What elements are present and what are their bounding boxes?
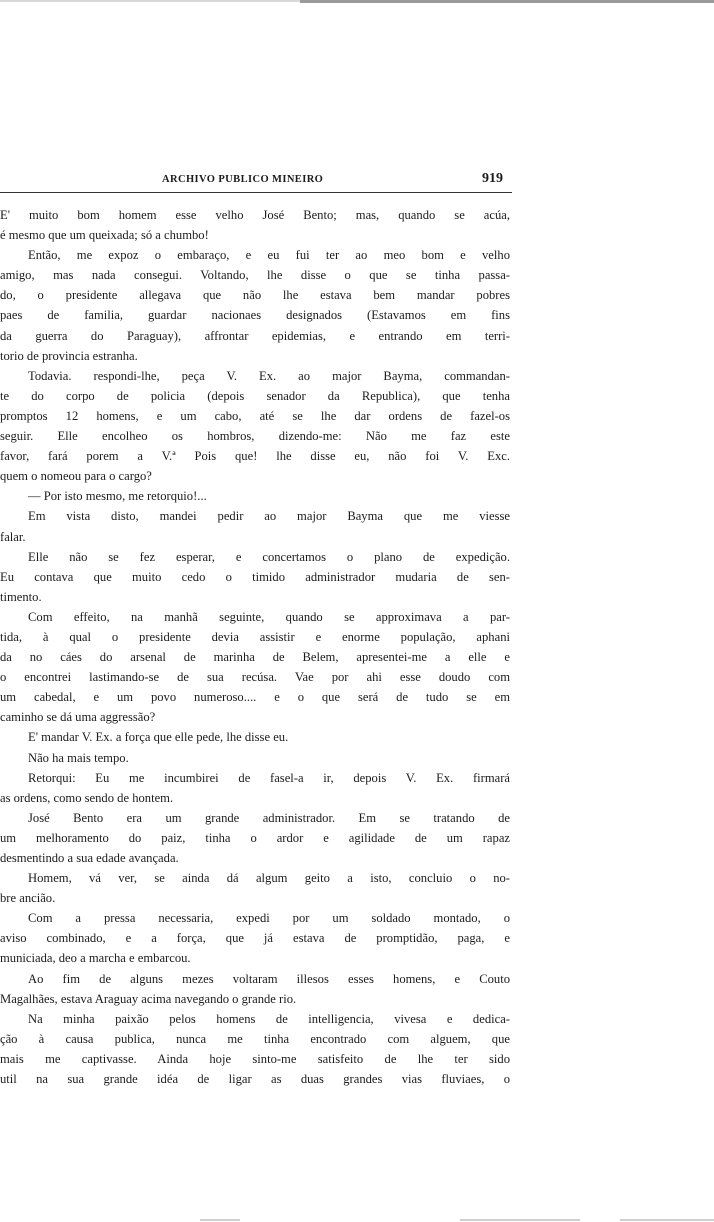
text-line: timento. bbox=[0, 589, 42, 604]
text-line: paes de familia, guardar nacionaes designados (Estavamos em fins bbox=[0, 308, 510, 323]
header-title: ARCHIVO PUBLICO MINEIRO bbox=[162, 174, 324, 185]
bottom-edge-mark bbox=[200, 1219, 240, 1221]
text-line: Homem, vá ver, se ainda dá algum geito a isto, concluio o no- bbox=[28, 871, 510, 886]
text-line: o encontrei lastimando-se de sua recúsa. Vae por ahi esse doudo com bbox=[0, 670, 510, 685]
text-line: Com effeito, na manhã seguinte, quando se approximava a par- bbox=[28, 609, 510, 624]
text-line: Não ha mais tempo. bbox=[28, 750, 129, 765]
text-line: amigo, mas nada consegui. Voltando, lhe disse o que se tinha passa- bbox=[0, 268, 510, 283]
text-line: tida, à qual o presidente devia assistir e enorme população, aphani bbox=[0, 629, 510, 644]
text-line: desmentindo a sua edade avançada. bbox=[0, 851, 179, 865]
body-text bbox=[0, 205, 510, 1089]
text-line: falar. bbox=[0, 529, 26, 544]
text-line: Retorqui: Eu me incumbirei de fasel-a ir, depois V. Ex. firmará bbox=[28, 770, 510, 785]
text-line: util na sua grande idéa de ligar as duas grandes vias fluviaes, o bbox=[0, 1072, 510, 1087]
text-line: Então, me expoz o embaraço, e eu fui ter ao meo bom e velho bbox=[28, 248, 510, 263]
bottom-edge-mark bbox=[460, 1219, 580, 1221]
text-line: te do corpo de policia (depois senador da Republica), que tenha bbox=[0, 388, 510, 403]
text-line: bre ancião. bbox=[0, 891, 56, 906]
text-line: da no cáes do arsenal de marinha de Belem, apresentei-me a elle e bbox=[0, 650, 510, 665]
text-line: ção à causa publica, nunca me tinha encontrado com alguem, que bbox=[0, 1031, 510, 1046]
text-line: Eu contava que muito cedo o timido administrador mudaria de sen- bbox=[0, 569, 510, 584]
running-header bbox=[0, 170, 512, 192]
text-line: José Bento era um grande administrador. Em se tratando de bbox=[28, 810, 510, 825]
text-line: municiada, deo a marcha e embarcou. bbox=[0, 951, 191, 966]
text-line: aviso combinado, e a força, que já estava de promptidão, paga, e bbox=[0, 931, 510, 946]
text-line: E' muito bom homem esse velho José Bento; mas, quando se acúa, bbox=[0, 208, 510, 222]
text-line: um melhoramento do paiz, tinha o ardor e agilidade de um rapaz bbox=[0, 830, 510, 845]
page-number: 919 bbox=[482, 171, 503, 186]
text-line: Magalhães, estava Araguay acima navegando o grande rio. bbox=[0, 991, 297, 1006]
text-line: seguir. Elle encolheo os hombros, dizendo-me: Não me faz este bbox=[0, 429, 510, 444]
text-line: torio de provincia estranha. bbox=[0, 348, 138, 363]
text-line: caminho se dá uma aggressão? bbox=[0, 710, 156, 725]
header-rule bbox=[0, 192, 512, 193]
bottom-edge-mark bbox=[620, 1219, 714, 1221]
text-line: quem o nomeou para o cargo? bbox=[0, 469, 152, 484]
text-line: favor, fará porem a V.ª Pois que! lhe disse eu, não foi V. Exc. bbox=[0, 449, 510, 464]
text-line: as ordens, como sendo de hontem. bbox=[0, 790, 174, 805]
text-line: um cabedal, e um povo numeroso.... e o que será de tudo se em bbox=[0, 690, 510, 705]
text-line: do, o presidente allegava que não lhe estava bem mandar pobres bbox=[0, 288, 510, 303]
text-line: Ao fim de alguns mezes voltaram illesos esses homens, e Couto bbox=[28, 971, 510, 986]
text-line: Em vista disto, mandei pedir ao major Bayma que me viesse bbox=[28, 509, 510, 524]
top-edge-mark bbox=[300, 0, 714, 3]
text-line: Com a pressa necessaria, expedi por um soldado montado, o bbox=[28, 911, 510, 926]
text-line: Na minha paixão pelos homens de intelligencia, vivesa e dedica- bbox=[28, 1011, 510, 1026]
text-line: Todavia. respondi-lhe, peça V. Ex. ao major Bayma, commandan- bbox=[28, 368, 510, 383]
text-line: da guerra do Paraguay), affrontar epidemias, e entrando em terri- bbox=[0, 328, 510, 343]
text-line: é mesmo que um queixada; só a chumbo! bbox=[0, 228, 209, 243]
text-line: — Por isto mesmo, me retorquio!... bbox=[28, 489, 207, 504]
text-line: Elle não se fez esperar, e concertamos o plano de expedição. bbox=[28, 549, 510, 564]
text-line: E' mandar V. Ex. a força que elle pede, lhe disse eu. bbox=[28, 730, 289, 745]
text-line: promptos 12 homens, e um cabo, até se lhe dar ordens de fazel-os bbox=[0, 408, 510, 423]
text-line: mais me captivasse. Ainda hoje sinto-me satisfeito de lhe ter sido bbox=[0, 1051, 510, 1066]
top-edge-mark-left bbox=[0, 0, 300, 2]
